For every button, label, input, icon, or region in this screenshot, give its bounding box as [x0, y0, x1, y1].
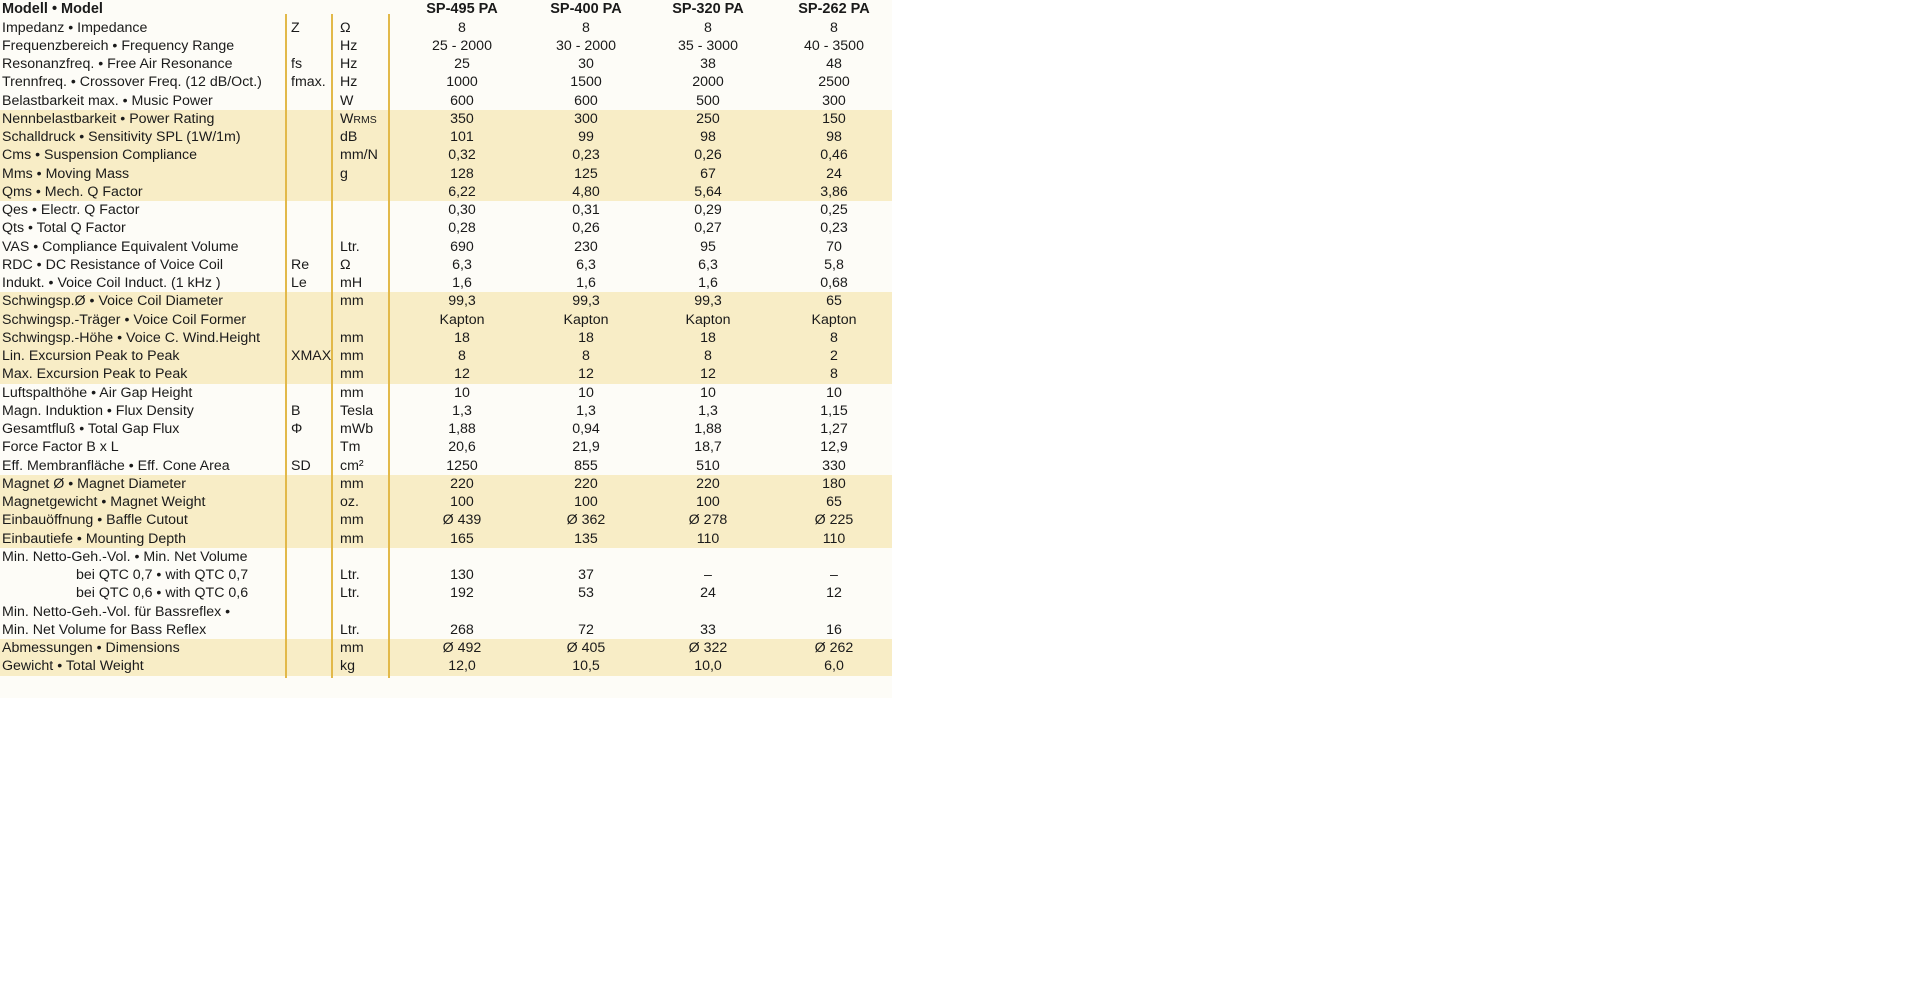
spec-row: [0, 493, 892, 511]
spec-unit-text: mm: [340, 384, 364, 401]
spec-unit-text: Ltr.: [340, 621, 360, 638]
spec-value: Kapton: [811, 311, 857, 328]
spec-unit: [340, 365, 364, 383]
spec-symbol: SD: [291, 457, 311, 474]
spec-label: Schalldruck • Sensitivity SPL (1W/1m): [2, 129, 241, 146]
spec-unit: [340, 384, 364, 402]
spec-row: [0, 292, 892, 310]
spec-unit-text: Ω: [340, 256, 351, 273]
spec-value: 268: [450, 621, 474, 638]
spec-value: 5,64: [694, 183, 722, 200]
spec-value: 0,30: [448, 202, 476, 219]
spec-value: 101: [450, 129, 474, 146]
spec-value: 98: [700, 129, 716, 146]
spec-value: 10,0: [694, 658, 722, 675]
spec-value: 10: [578, 384, 594, 401]
spec-label: Min. Net Volume for Bass Reflex: [2, 621, 207, 638]
spec-value: 12: [700, 366, 716, 383]
spec-label: Magnet Ø • Magnet Diameter: [2, 475, 186, 492]
spec-label: Eff. Membranfläche • Eff. Cone Area: [2, 457, 230, 474]
spec-value: 8: [704, 19, 712, 36]
spec-value: 30 - 2000: [556, 37, 616, 54]
spec-row: [0, 402, 892, 420]
spec-value: 24: [700, 585, 716, 602]
spec-unit-text: mm: [340, 530, 364, 547]
spec-value: 300: [822, 92, 846, 109]
spec-value: 8: [582, 19, 590, 36]
spec-value: Ø 262: [814, 640, 854, 657]
spec-unit: [340, 584, 360, 602]
spec-value: 192: [450, 585, 474, 602]
spec-row: [0, 19, 892, 37]
spec-unit-text: W: [340, 92, 354, 109]
spec-unit: [340, 128, 357, 146]
spec-value: 18: [454, 329, 470, 346]
spec-label: Luftspalthöhe • Air Gap Height: [2, 384, 193, 401]
spec-value: 10,5: [572, 658, 600, 675]
spec-value: 100: [696, 494, 720, 511]
spec-unit-text: mWb: [340, 421, 374, 438]
spec-unit-text: cm²: [340, 457, 364, 474]
spec-value: 180: [822, 475, 846, 492]
spec-value: 1,3: [698, 402, 718, 419]
spec-value: [774, 548, 894, 566]
spec-value: Ø 362: [566, 512, 606, 529]
spec-value: 100: [450, 494, 474, 511]
spec-row: [0, 438, 892, 456]
spec-unit: [340, 238, 360, 256]
spec-unit: [340, 420, 373, 438]
spec-value: 8: [458, 19, 466, 36]
spec-unit-text: mH: [340, 275, 363, 292]
spec-row: [0, 347, 892, 365]
spec-label: Gesamtfluß • Total Gap Flux: [2, 421, 180, 438]
spec-value: 1,15: [820, 402, 848, 419]
spec-value: 40 - 3500: [804, 37, 864, 54]
spec-label: Mms • Moving Mass: [2, 165, 130, 182]
spec-value: [774, 603, 894, 621]
spec-value: 98: [826, 129, 842, 146]
spec-value: 130: [450, 567, 474, 584]
spec-label: RDC • DC Resistance of Voice Coil: [2, 256, 224, 273]
spec-unit: [340, 475, 364, 493]
spec-value: 10: [454, 384, 470, 401]
spec-value: [402, 603, 522, 621]
spec-value: 0,94: [572, 421, 600, 438]
spec-unit-text: mm: [340, 293, 364, 310]
spec-value: Kapton: [563, 311, 609, 328]
spec-value: 110: [696, 530, 720, 547]
spec-symbol: B: [291, 402, 301, 419]
spec-unit: [340, 329, 364, 347]
spec-value: Kapton: [685, 311, 731, 328]
spec-value: 500: [696, 92, 720, 109]
spec-label: bei QTC 0,6 • with QTC 0,6: [76, 585, 249, 602]
spec-value: 1,6: [698, 275, 718, 292]
spec-symbol: Le: [291, 275, 307, 292]
spec-unit-text: kg: [340, 658, 355, 675]
spec-value: 0,27: [694, 220, 722, 237]
spec-unit: [340, 347, 364, 365]
spec-value: 150: [822, 110, 846, 127]
spec-row: [0, 511, 892, 529]
spec-unit-text: mm: [340, 329, 364, 346]
spec-value: Kapton: [439, 311, 485, 328]
spec-label: Magnetgewicht • Magnet Weight: [2, 494, 206, 511]
spec-value: 5,8: [824, 256, 844, 273]
spec-unit-text: Hz: [340, 37, 358, 54]
spec-value: 35 - 3000: [678, 37, 738, 54]
spec-unit: [340, 37, 357, 55]
spec-value: 0,25: [820, 202, 848, 219]
spec-unit: [340, 639, 364, 657]
spec-unit-text: mm: [340, 366, 364, 383]
spec-value: 690: [450, 238, 474, 255]
spec-value: 25 - 2000: [432, 37, 492, 54]
spec-unit: [340, 19, 351, 37]
spec-value: 6,3: [452, 256, 472, 273]
spec-row: [0, 639, 892, 657]
spec-unit-text: Tesla: [340, 402, 374, 419]
spec-value: 1500: [570, 74, 602, 91]
spec-value: Ø 492: [442, 640, 482, 657]
spec-value: 4,80: [572, 183, 600, 200]
spec-unit-text: oz.: [340, 494, 359, 511]
spec-value: 2500: [818, 74, 850, 91]
spec-row: [0, 457, 892, 475]
spec-unit-text: g: [340, 165, 348, 182]
spec-unit-text: mm: [340, 640, 364, 657]
spec-unit: [340, 92, 353, 110]
spec-value: Ø 439: [442, 512, 482, 529]
spec-row: [0, 238, 892, 256]
spec-value: 0,23: [572, 147, 600, 164]
spec-value: 8: [830, 366, 838, 383]
spec-unit-text: W: [340, 110, 354, 127]
spec-row: [0, 420, 892, 438]
spec-label: Resonanzfreq. • Free Air Resonance: [2, 56, 233, 73]
speaker-spec-table: [0, 0, 892, 698]
spec-unit: [340, 73, 357, 91]
spec-label: Cms • Suspension Compliance: [2, 147, 198, 164]
spec-unit: [340, 457, 364, 475]
spec-value: 1,6: [576, 275, 596, 292]
spec-unit: [340, 621, 360, 639]
spec-value: 600: [450, 92, 474, 109]
spec-row: [0, 73, 892, 91]
spec-row: [0, 311, 892, 329]
model-name-sp-320: SP-320 PA: [672, 1, 744, 17]
spec-row: [0, 146, 892, 164]
spec-unit: [340, 530, 364, 548]
spec-value: 38: [700, 56, 716, 73]
spec-row: [0, 256, 892, 274]
spec-label: Gewicht • Total Weight: [2, 658, 144, 675]
spec-value: Ø 278: [688, 512, 728, 529]
spec-value: 12,0: [448, 658, 476, 675]
spec-value: 67: [700, 165, 716, 182]
spec-value: [648, 603, 768, 621]
spec-unit: [340, 402, 373, 420]
spec-label: Nennbelastbarkeit • Power Rating: [2, 110, 215, 127]
spec-value: Ø 322: [688, 640, 728, 657]
spec-row: [0, 201, 892, 219]
spec-value: 128: [450, 165, 474, 182]
spec-row: [0, 37, 892, 55]
spec-value: 600: [574, 92, 598, 109]
spec-label: Indukt. • Voice Coil Induct. (1 kHz ): [2, 275, 221, 292]
spec-row: [0, 92, 892, 110]
spec-value: 2000: [692, 74, 724, 91]
spec-unit-text: Tm: [340, 439, 361, 456]
spec-unit-text: mm: [340, 512, 364, 529]
spec-value: 25: [454, 56, 470, 73]
spec-value: 0,29: [694, 202, 722, 219]
spec-value: 510: [696, 457, 720, 474]
spec-value: 350: [450, 110, 474, 127]
spec-symbol: Φ: [291, 421, 303, 438]
spec-label: VAS • Compliance Equivalent Volume: [2, 238, 239, 255]
spec-value: 20,6: [448, 439, 476, 456]
spec-value: 220: [450, 475, 474, 492]
spec-row: [0, 165, 892, 183]
spec-value: 220: [574, 475, 598, 492]
spec-value: 100: [574, 494, 598, 511]
spec-label: Einbautiefe • Mounting Depth: [2, 530, 187, 547]
spec-symbol: XMAX: [291, 348, 332, 365]
spec-value: 8: [582, 348, 590, 365]
spec-value: 3,86: [820, 183, 848, 200]
spec-label: Einbauöffnung • Baffle Cutout: [2, 512, 188, 529]
spec-value: 12: [578, 366, 594, 383]
spec-unit: [340, 292, 364, 310]
model-name-sp-495: SP-495 PA: [426, 1, 498, 17]
spec-value: 0,46: [820, 147, 848, 164]
spec-value: 165: [450, 530, 474, 547]
spec-label: Qms • Mech. Q Factor: [2, 183, 143, 200]
spec-label: Min. Netto-Geh.-Vol. für Bassreflex •: [2, 603, 231, 620]
spec-row: [0, 475, 892, 493]
spec-row: [0, 657, 892, 675]
spec-symbol: fmax.: [291, 74, 326, 91]
model-name-sp-262: SP-262 PA: [798, 1, 870, 17]
spec-label: bei QTC 0,7 • with QTC 0,7: [76, 567, 249, 584]
spec-label: Schwingsp.-Höhe • Voice C. Wind.Height: [2, 329, 261, 346]
spec-value: [402, 548, 522, 566]
spec-label: Schwingsp.-Träger • Voice Coil Former: [2, 311, 247, 328]
spec-value: 6,0: [824, 658, 844, 675]
spec-value: 8: [704, 348, 712, 365]
spec-value: 6,3: [576, 256, 596, 273]
spec-symbol: Re: [291, 256, 310, 273]
spec-row: [0, 274, 892, 292]
spec-value: 37: [578, 567, 594, 584]
spec-value: 1,88: [694, 421, 722, 438]
spec-label: Magn. Induktion • Flux Density: [2, 402, 194, 419]
spec-value: 99,3: [448, 293, 476, 310]
spec-label: Force Factor B x L: [2, 439, 119, 456]
spec-value: 1000: [446, 74, 478, 91]
spec-unit: [340, 566, 360, 584]
spec-value: –: [830, 567, 838, 584]
spec-value: 12: [454, 366, 470, 383]
spec-value: 48: [826, 56, 842, 73]
spec-unit: [340, 493, 359, 511]
spec-value: 30: [578, 56, 594, 73]
spec-row: [0, 603, 892, 621]
spec-label: Min. Netto-Geh.-Vol. • Min. Net Volume: [2, 548, 248, 565]
spec-label: Abmessungen • Dimensions: [2, 640, 180, 657]
spec-value: 65: [826, 494, 842, 511]
spec-value: 12: [826, 585, 842, 602]
spec-unit-text: Hz: [340, 56, 358, 73]
spec-value: 220: [696, 475, 720, 492]
spec-value: 70: [826, 238, 842, 255]
spec-value: 125: [574, 165, 598, 182]
spec-row: [0, 128, 892, 146]
spec-value: 1,27: [820, 421, 848, 438]
spec-value: 1,3: [576, 402, 596, 419]
spec-value: 300: [574, 110, 598, 127]
spec-unit-text: Ltr.: [340, 238, 360, 255]
spec-value: 2: [830, 348, 838, 365]
spec-value: 110: [822, 530, 846, 547]
spec-label: Qts • Total Q Factor: [2, 220, 126, 237]
spec-row: [0, 530, 892, 548]
table-header-row: [0, 0, 892, 18]
spec-value: 21,9: [572, 439, 600, 456]
spec-symbol: Z: [291, 19, 300, 36]
spec-value: 10: [826, 384, 842, 401]
spec-value: 12,9: [820, 439, 848, 456]
spec-row: [0, 621, 892, 639]
spec-label: Schwingsp.Ø • Voice Coil Diameter: [2, 293, 224, 310]
spec-unit-subscript: RMS: [353, 113, 377, 126]
spec-value: 8: [458, 348, 466, 365]
spec-unit: [340, 511, 364, 529]
spec-value: 1,88: [448, 421, 476, 438]
spec-unit-text: mm/N: [340, 147, 378, 164]
spec-value: 72: [578, 621, 594, 638]
spec-value: 53: [578, 585, 594, 602]
spec-unit: [340, 438, 361, 456]
spec-value: 6,22: [448, 183, 476, 200]
spec-unit-text: dB: [340, 129, 358, 146]
spec-value: 18: [700, 329, 716, 346]
spec-label: Qes • Electr. Q Factor: [2, 202, 140, 219]
spec-unit: [340, 55, 357, 73]
spec-label: Frequenzbereich • Frequency Range: [2, 37, 235, 54]
spec-value: 0,68: [820, 275, 848, 292]
spec-row: [0, 566, 892, 584]
spec-value: 1,6: [452, 275, 472, 292]
spec-label: Impedanz • Impedance: [2, 19, 148, 36]
column-divider-symbol: [285, 14, 287, 678]
spec-value: Ø 225: [814, 512, 854, 529]
spec-value: 8: [830, 19, 838, 36]
column-divider-values: [388, 14, 390, 678]
spec-row: [0, 183, 892, 201]
spec-value: 8: [830, 329, 838, 346]
spec-unit-text: Ltr.: [340, 585, 360, 602]
spec-row: [0, 55, 892, 73]
spec-label: Max. Excursion Peak to Peak: [2, 366, 188, 383]
spec-value: 16: [826, 621, 842, 638]
spec-value: 0,26: [694, 147, 722, 164]
spec-value: 65: [826, 293, 842, 310]
spec-value: 0,28: [448, 220, 476, 237]
spec-unit-text: mm: [340, 475, 364, 492]
spec-value: 6,3: [698, 256, 718, 273]
spec-value: 0,23: [820, 220, 848, 237]
model-header-label: Modell • Model: [2, 1, 103, 17]
spec-unit-text: Ltr.: [340, 567, 360, 584]
spec-value: 135: [574, 530, 598, 547]
spec-value: Ø 405: [566, 640, 606, 657]
spec-unit-text: Ω: [340, 19, 351, 36]
spec-label: Belastbarkeit max. • Music Power: [2, 92, 213, 109]
model-name-sp-400: SP-400 PA: [550, 1, 622, 17]
spec-value: 99,3: [572, 293, 600, 310]
spec-value: 855: [574, 457, 598, 474]
spec-row: [0, 584, 892, 602]
spec-unit-text: Hz: [340, 74, 358, 91]
spec-value: 18: [578, 329, 594, 346]
spec-row: [0, 329, 892, 347]
spec-value: 99,3: [694, 293, 722, 310]
spec-unit: [340, 256, 351, 274]
spec-value: –: [704, 567, 712, 584]
spec-symbol: fs: [291, 56, 303, 73]
spec-value: 0,31: [572, 202, 600, 219]
spec-value: [526, 548, 646, 566]
spec-row: [0, 548, 892, 566]
spec-row: [0, 110, 892, 128]
spec-unit: [340, 274, 362, 292]
spec-label: Trennfreq. • Crossover Freq. (12 dB/Oct.): [2, 74, 262, 91]
spec-value: 33: [700, 621, 716, 638]
spec-unit: [340, 110, 377, 128]
spec-value: 99: [578, 129, 594, 146]
spec-value: [526, 603, 646, 621]
spec-unit: [340, 657, 355, 675]
spec-value: 1250: [446, 457, 478, 474]
spec-value: 0,26: [572, 220, 600, 237]
spec-label: Lin. Excursion Peak to Peak: [2, 348, 180, 365]
spec-unit-text: mm: [340, 348, 364, 365]
spec-value: 24: [826, 165, 842, 182]
spec-value: 330: [822, 457, 846, 474]
spec-value: 230: [574, 238, 598, 255]
spec-row: [0, 219, 892, 237]
spec-unit: [340, 165, 348, 183]
spec-value: [648, 548, 768, 566]
spec-row: [0, 384, 892, 402]
spec-value: 250: [696, 110, 720, 127]
column-divider-unit: [331, 14, 333, 678]
spec-value: 95: [700, 238, 716, 255]
spec-value: 18,7: [694, 439, 722, 456]
spec-value: 1,3: [452, 402, 472, 419]
spec-row: [0, 365, 892, 383]
spec-value: 10: [700, 384, 716, 401]
spec-value: 0,32: [448, 147, 476, 164]
spec-unit: [340, 146, 378, 164]
